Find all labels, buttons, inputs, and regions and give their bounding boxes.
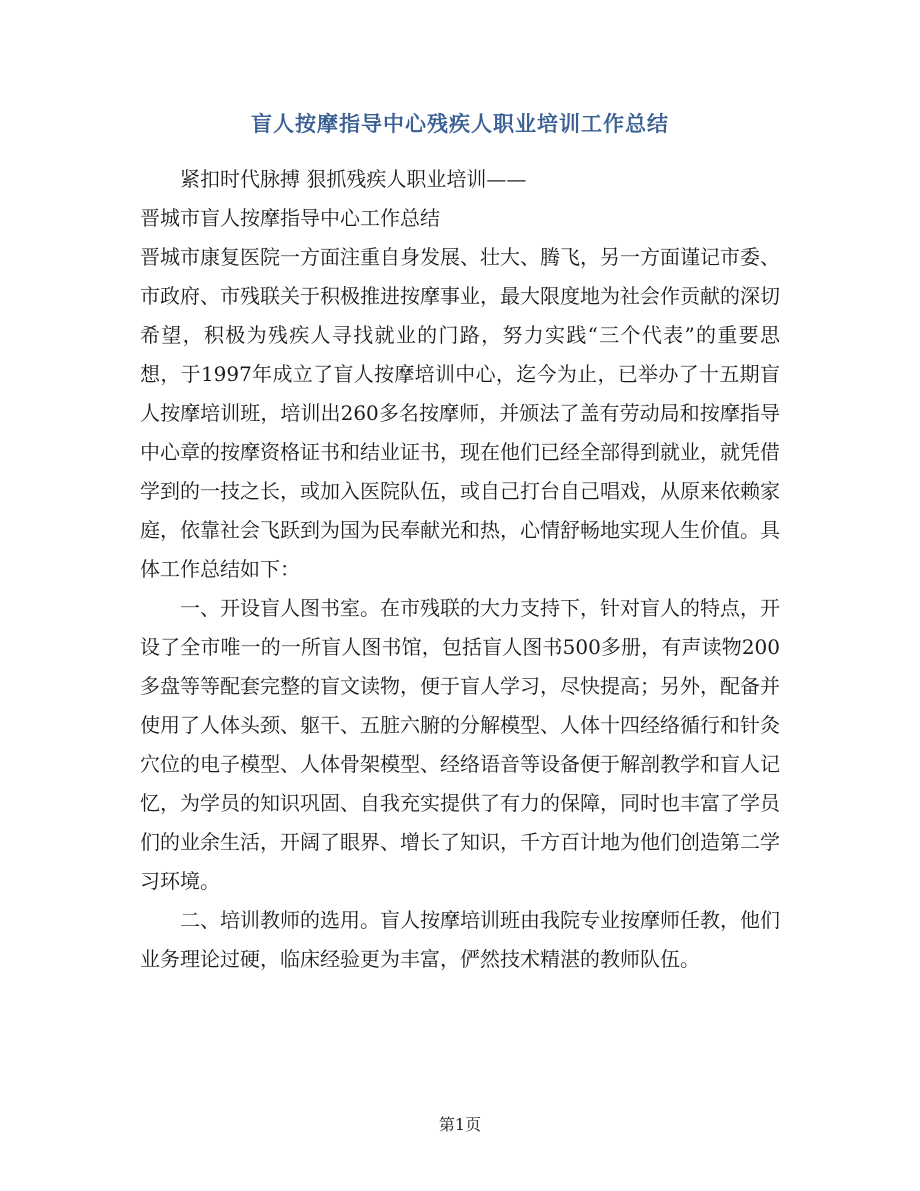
subtitle-line-1: 紧扣时代脉搏 狠抓残疾人职业培训—— [180,167,527,191]
intro-paragraph: 晋城市康复医院一方面注重自身发展、壮大、腾飞，另一方面谨记市委、市政府、市残联关于积极推进按摩事业，最大限度地为社会作贡献的深切希望，积极为残疾人寻找就业的门路，努力实践“三个代表”的重要思想，于1997年成立了盲人按摩培训中心，迄今为止，已举办了十五期盲人按摩培训班，培训出260多名按摩师，并颁法了盖有劳动局和按摩指导中心章的按摩资格证书和结业证书，现在他们已经全部得到就业，就凭借学到的一技之长，或加入医院队伍，或自己打台自己唱戏，从原来依赖家庭，依靠社会飞跃到为国为民奉献光和热，心情舒畅地实现人生价值。具体工作总结如下： [140,245,780,581]
subtitle-line-2: 晋城市盲人按摩指导中心工作总结 [140,206,440,230]
page-number: 第1页 [438,1115,482,1134]
document-body [140,160,780,979]
section-2-paragraph: 二、培训教师的选用。盲人按摩培训班由我院专业按摩师任教，他们业务理论过硬，临床经验更为丰富，俨然技术精湛的教师队伍。 [140,908,780,971]
section-1-paragraph: 一、开设盲人图书室。在市残联的大力支持下，针对盲人的特点，开设了全市唯一的一所盲人图书馆，包括盲人图书500多册，有声读物200多盘等等配套完整的盲文读物，便于盲人学习，尽快提高；另外，配备并使用了人体头颈、躯干、五脏六腑的分解模型、人体十四经络循行和针灸穴位的电子模型、人体骨架模型、经络语音等设备便于解剖教学和盲人记忆，为学员的知识巩固、自我充实提供了有力的保障，同时也丰富了学员们的业余生活，开阔了眼界、增长了知识，千方百计地为他们创造第二学习环境。 [140,596,780,893]
page-title: 盲人按摩指导中心残疾人职业培训工作总结 [251,112,669,136]
